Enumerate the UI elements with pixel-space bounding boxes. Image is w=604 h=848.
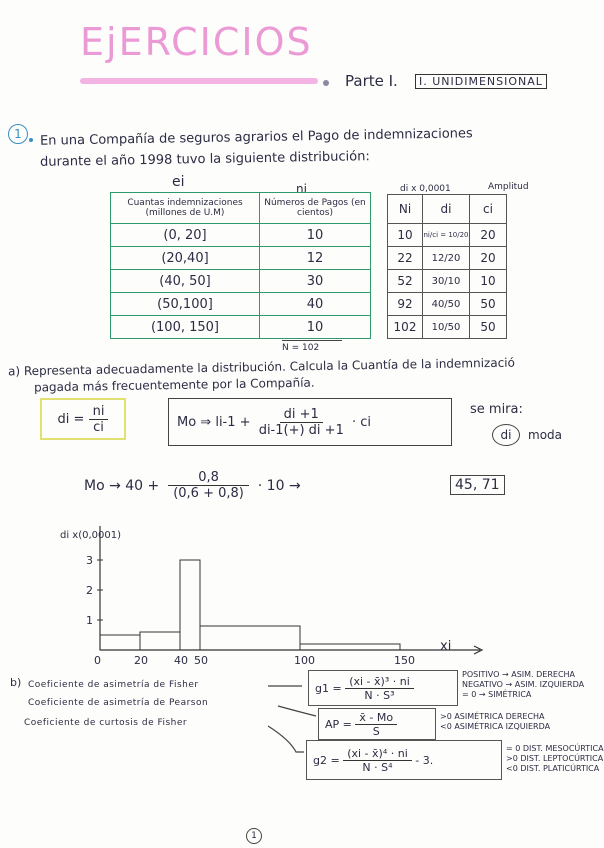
table-cell: 102 [388,316,423,339]
g1-fraction [345,675,414,702]
ap-note: <0 ASIMÉTRICA IZQUIERDA [440,722,551,731]
part-b-label: b) [10,676,22,689]
moda-label: moda [528,428,563,442]
part-box: I. UNIDIMENSIONAL [415,74,547,89]
fisher-asymmetry-label: Coeficiente de asimetría de Fisher [28,680,199,690]
di-formula-den: ci [93,419,104,435]
table-cell: 50 [470,293,507,316]
mode-formula-den: di-1(+) di +1 [258,422,344,438]
table-cell: 10 [388,224,423,247]
x-axis-label: xi [440,639,452,654]
exercise-number: 1 [8,124,28,144]
table-cell: 30/10 [423,270,470,293]
table-cell: 10 [470,270,507,293]
table-cell: (50,100] [111,293,260,316]
x-tick-label: 150 [394,654,415,667]
di-formula-num: ni [89,404,109,420]
table-total: N = 102 [282,340,342,353]
statement-line-1: En una Compañía de seguros agrarios el Pago de indemnizaciones [39,126,473,149]
part-a-label: a) [7,364,21,379]
part-a-line-1: Representa adecuadamente la distribución. Calcula la Cuantía de la indemnizació [23,355,516,379]
g1-den: N · S³ [364,688,395,702]
table-cell: 10 [260,224,371,247]
ap-den: S [372,724,380,738]
calc-num: 0,8 [168,470,249,486]
part-a-line-2: pagada más frecuentemente por la Compañía. [33,375,315,395]
x-tick-label: 40 [174,654,188,667]
statement-line-2: durante el año 1998 tuvo la siguiente distribución: [39,149,370,170]
ap-note: >0 ASIMÉTRICA DERECHA [440,712,545,721]
table-cell: ni/ci = 10/20 [423,224,470,247]
y-tick-label: 2 [86,584,93,597]
table-cell: 10 [260,316,371,339]
di-formula-lhs: di = [57,411,85,427]
ap-num: x̄ - Mo [355,711,397,725]
table-cell: 10/50 [423,316,470,339]
part-label: Parte I. [345,72,398,90]
calc-rhs: · 10 → [257,477,301,494]
g2-note: >0 DIST. LEPTOCÚRTICA [506,754,604,763]
g2-rhs: - 3. [415,753,434,767]
g1-note: NEGATIVO → ASIM. IZQUIERDA [462,680,585,689]
table-cell: 22 [388,247,423,270]
se-mira: se mira: [470,402,523,417]
mode-formula-lhs: Mo ⇒ li-1 + [177,414,251,430]
table-cell: 12/20 [423,247,470,270]
ap-lhs: AP = [325,717,352,731]
g1-num: (xi - x̄)³ · ni [345,675,414,689]
g2-lhs: g2 = [313,753,340,767]
calc-lhs: Mo → 40 + [84,477,160,494]
x-tick-label: 20 [134,654,148,667]
g2-fraction [343,747,412,774]
y-tick-label: 1 [86,614,93,627]
table-cell: (20,40] [111,247,260,270]
g2-notes [506,744,604,774]
ap-notes [440,712,550,732]
table-header-interval: Cuantas indemnizaciones (millones de U.M) [111,193,260,224]
di-header-note: di x 0,0001 [400,184,451,194]
g2-den: N · S⁴ [362,760,393,774]
table-cell: (100, 150] [111,316,260,339]
g1-formula [308,670,458,706]
side-header-di: di [423,195,470,224]
table-cell: 12 [260,247,371,270]
table-cell: 30 [260,270,371,293]
x-tick-label: 50 [194,654,208,667]
di-circled: di [492,424,520,446]
table-cell: (0, 20] [111,224,260,247]
page-title: EjERCICIOS [80,20,313,64]
g1-notes [462,670,584,700]
pearson-formula [318,708,436,740]
x-tick-label: 100 [294,654,315,667]
table-cell: 40/50 [423,293,470,316]
table-cell: 40 [260,293,371,316]
g2-num: (xi - x̄)⁴ · ni [343,747,412,761]
table-header-count: Números de Pagos (en cientos) [260,193,371,224]
calc-den: (0,6 + 0,8) [173,486,244,501]
x-tick-label: 0 [94,654,101,667]
y-tick-label: 3 [86,554,93,567]
pearson-asymmetry-label: Coeficiente de asimetría de Pearson [28,698,209,708]
fisher-kurtosis-label: Coeficiente de curtosis de Fisher [24,718,188,728]
mode-result: 45, 71 [450,475,505,495]
table-cell: 52 [388,270,423,293]
g1-lhs: g1 = [315,681,342,695]
table-cell: 50 [470,316,507,339]
table-cell: 92 [388,293,423,316]
g2-note: <0 DIST. PLATICÚRTICA [506,764,600,773]
side-header-ci: ci [470,195,507,224]
g2-note: = 0 DIST. MESOCÚRTICA [506,744,604,753]
g1-note: POSITIVO → ASIM. DERECHA [462,670,576,679]
ni-label: ni [296,182,307,196]
y-axis-label: di x(0,0001) [60,530,122,541]
table-cell: 20 [470,224,507,247]
ap-fraction [355,711,397,738]
page-number: 1 [246,828,262,844]
side-header-Ni: Ni [388,195,423,224]
ei-label: ei [172,174,185,190]
amplitud-label: Amplitud [488,182,529,192]
g2-formula [306,740,502,780]
table-cell: (40, 50] [111,270,260,293]
mode-formula-rhs: · ci [351,414,372,430]
mode-formula-num: di +1 [280,407,323,423]
g1-note: = 0 → SIMÉTRICA [462,690,532,699]
table-cell: 20 [470,247,507,270]
